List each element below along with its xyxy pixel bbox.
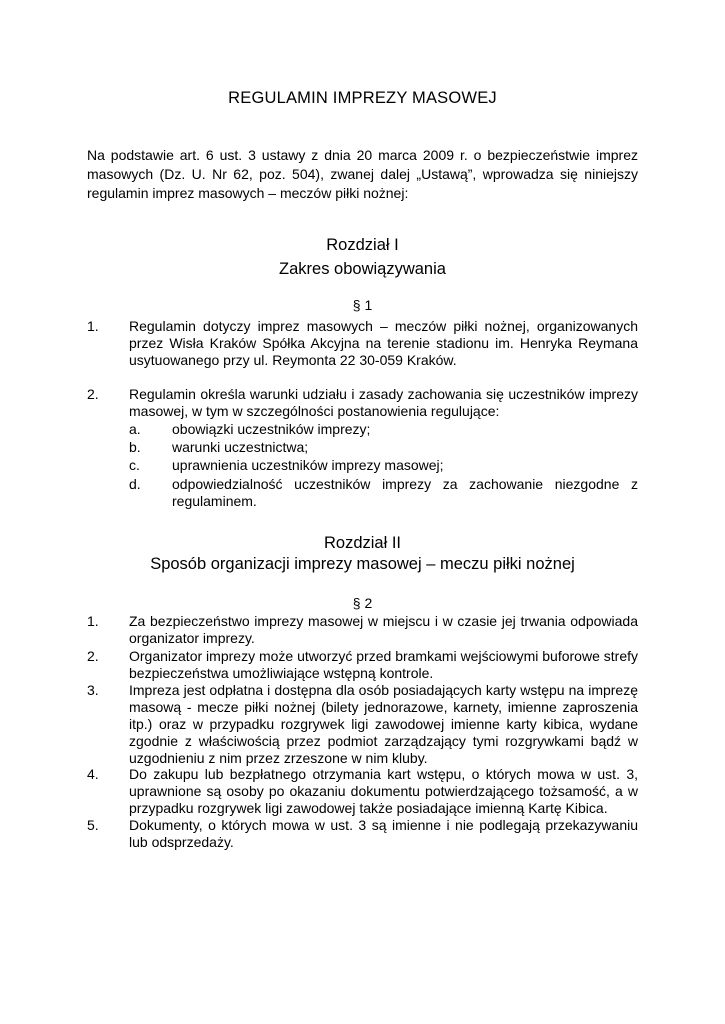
list-item-number: 2.: [87, 648, 99, 664]
list-item-number: 1.: [87, 318, 99, 334]
list-item-text: Do zakupu lub bezpłatnego otrzymania kart wstępu, o których mowa w ust. 3, uprawnione są osoby po okazaniu dokumentu potwierdzającego tożsamość, a w przypadku rozgrywek ligi zawodowej także posiadające imienną Kartę Kibica.: [129, 766, 638, 816]
list-item-text: Dokumenty, o których mowa w ust. 3 są imienne i nie podlegają przekazywaniu lub odsprzedaży.: [129, 817, 638, 850]
list-item-text: Regulamin określa warunki udziału i zasady zachowania się uczestników imprezy masowej, w tym w szczególności postanowienia regulujące:: [129, 386, 638, 419]
list-item-number: 2.: [87, 386, 99, 402]
list-item-text: Regulamin dotyczy imprez masowych – meczów piłki nożnej, organizowanych przez Wisła Kraków Spółka Akcyjna na terenie stadionu im. Henryka Reymana usytuowanego przy ul. Reymonta 22 30-059 Kraków.: [129, 318, 638, 368]
sub-list-item-letter: c.: [129, 457, 140, 473]
intro-paragraph: Na podstawie art. 6 ust. 3 ustawy z dnia 20 marca 2009 r. o bezpieczeństwie imprez masowych (Dz. U. Nr 62, poz. 504), zwanej dalej „Ustawą”, wprowadza się niniejszy regulamin imprez masowych – meczów piłki nożnej:: [87, 147, 638, 201]
sub-list-item-letter: d.: [129, 476, 141, 492]
list-item-text: Organizator imprezy może utworzyć przed bramkami wejściowymi buforowe strefy bezpieczeństwa umożliwiające wstępną kontrole.: [129, 648, 638, 681]
chapter-2-subtitle: Sposób organizacji imprezy masowej – meczu piłki nożnej: [150, 555, 575, 573]
sub-list-item-text: obowiązki uczestników imprezy;: [172, 421, 371, 437]
section-1-mark: § 1: [352, 297, 373, 313]
chapter-1-subtitle: Zakres obowiązywania: [279, 260, 446, 278]
section-2-mark: § 2: [352, 595, 373, 611]
sub-list-item-text: odpowiedzialność uczestników imprezy za zachowanie niezgodne z regulaminem.: [172, 476, 638, 509]
document-title: REGULAMIN IMPREZY MASOWEJ: [228, 89, 497, 107]
list-item-text: Impreza jest odpłatna i dostępna dla osób posiadających karty wstępu na imprezę masową - mecze piłki nożnej (bilety jednorazowe, karnety, imienne zaproszenia itp.) oraz w przypadku rozgrywek ligi zawodowej imienne karty kibica, wydane zgodnie z właściwością przez podmiot zarządzający tymi rozgrywkami bądź w uzgodnieniu z nim przez zrzeszone w nim kluby.: [129, 682, 638, 766]
chapter-2-heading: Rozdział II: [323, 534, 402, 552]
sub-list-item-letter: a.: [129, 421, 141, 437]
list-item-number: 1.: [87, 613, 99, 629]
chapter-1-heading: Rozdział I: [326, 236, 399, 254]
sub-list-item-text: warunki uczestnictwa;: [172, 439, 309, 455]
sub-list-item-text: uprawnienia uczestników imprezy masowej;: [172, 457, 444, 473]
list-item-text: Za bezpieczeństwo imprezy masowej w miejscu i w czasie jej trwania odpowiada organizator imprezy.: [129, 613, 638, 646]
list-item-number: 5.: [87, 817, 99, 833]
sub-list-item-letter: b.: [129, 439, 141, 455]
list-item-number: 3.: [87, 682, 99, 698]
list-item-number: 4.: [87, 766, 99, 782]
